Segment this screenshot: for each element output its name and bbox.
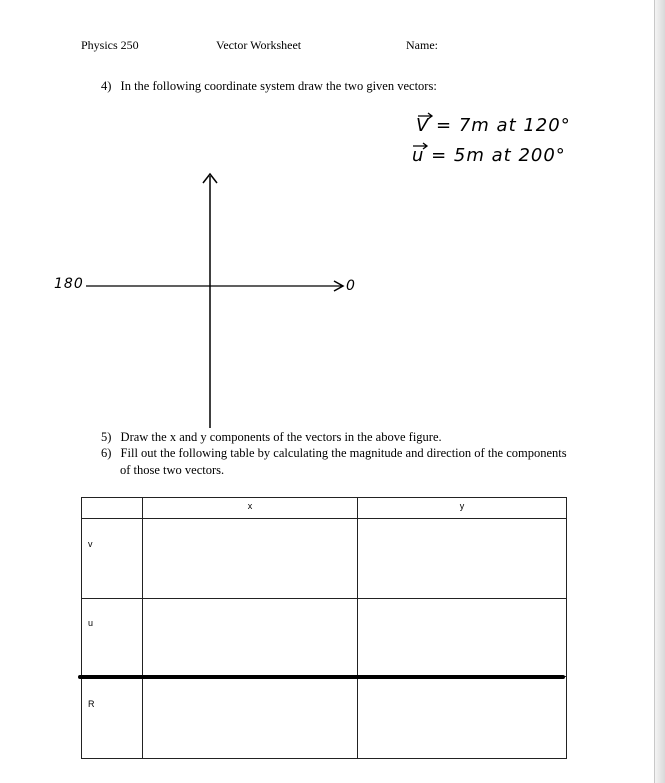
table-row-v (82, 519, 567, 599)
question-6-text-line1: Fill out the following table by calculating the magnitude and direction of the components (120, 446, 567, 460)
question-4-number: 4) (101, 79, 112, 93)
cell-v-y[interactable] (358, 519, 567, 599)
cell-u-x[interactable] (143, 599, 358, 677)
axis-label-0: 0 (346, 278, 356, 294)
question-5 (101, 430, 442, 445)
components-table (81, 497, 567, 759)
column-header-y: y (358, 498, 567, 519)
question-5-text: Draw the x and y components of the vectors in the above figure. (120, 430, 442, 444)
question-5-number: 5) (101, 430, 112, 444)
name-label: Name: (406, 38, 438, 52)
axis-label-180: 180 (54, 276, 84, 292)
question-4-text: In the following coordinate system draw the two given vectors: (120, 79, 437, 93)
worksheet-title: Vector Worksheet (216, 38, 302, 52)
question-6-text-line2: of those two vectors. (120, 463, 225, 477)
column-header-x: x (143, 498, 358, 519)
question-6-number: 6) (101, 446, 112, 460)
cell-r-x[interactable] (143, 677, 358, 759)
course-label: Physics 250 (81, 38, 139, 52)
vector-u-spec: u = 5m at 200° (412, 145, 566, 166)
table-row-r (82, 677, 567, 759)
table-header-row (82, 498, 567, 519)
table-corner-cell (82, 498, 143, 519)
question-6 (101, 446, 567, 461)
vector-v-spec: V = 7m at 120° (416, 115, 571, 136)
cell-u-y[interactable] (358, 599, 567, 677)
cell-r-y[interactable] (358, 677, 567, 759)
cell-v-x[interactable] (143, 519, 358, 599)
table-row-u (82, 599, 567, 677)
resultant-divider-line (78, 675, 565, 679)
row-label-u: u (82, 599, 143, 677)
row-label-v: v (82, 519, 143, 599)
row-label-r: R (82, 677, 143, 759)
